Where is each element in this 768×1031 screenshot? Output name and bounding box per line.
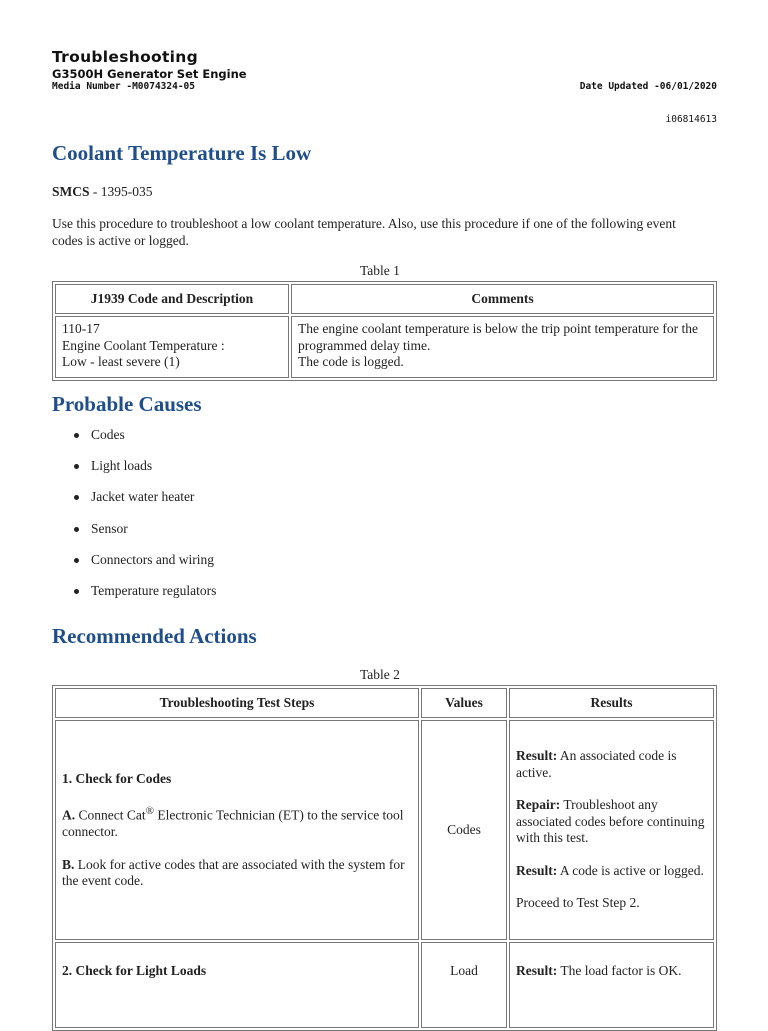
code-severity: Low - least severe (1) bbox=[62, 354, 180, 369]
page-title: Coolant Temperature Is Low bbox=[52, 141, 312, 165]
table-row bbox=[55, 316, 714, 378]
column-header: J1939 Code and Description bbox=[55, 284, 289, 314]
proceed-text: Proceed to Test Step 2. bbox=[516, 895, 640, 911]
smcs-label: SMCS bbox=[52, 184, 90, 199]
comment-logged: The code is logged. bbox=[298, 354, 404, 369]
media-number: Media Number -M0074324-05 bbox=[52, 81, 195, 92]
table-row bbox=[55, 942, 714, 1028]
column-header: Comments bbox=[291, 284, 714, 314]
step1-title: 1. Check for Codes bbox=[62, 770, 172, 786]
list-item: Light loads bbox=[91, 458, 216, 489]
step2-title: 2. Check for Light Loads bbox=[62, 963, 207, 978]
smcs-code: 1395-035 bbox=[100, 184, 153, 199]
engine-name: G3500H Generator Set Engine bbox=[52, 67, 247, 81]
table2-caption: Table 2 bbox=[360, 667, 400, 682]
registered-mark: ® bbox=[145, 805, 154, 817]
intro-paragraph: Use this procedure to troubleshoot a low coolant temperature. Also, use this procedure if one of the following event codes is active or logged. bbox=[52, 216, 676, 248]
bullet-icon bbox=[74, 464, 79, 469]
code-cell bbox=[55, 316, 289, 378]
step1-results: Result: An associated code is active. Repair: Troubleshoot any associated codes before continuing with this test. Result: A code is active or logged. Proceed to Test Step 2. bbox=[509, 720, 714, 940]
event-code-table bbox=[52, 281, 717, 381]
smcs-separator: - bbox=[89, 184, 101, 199]
step1-b: B. Look for active codes that are associated with the system for the event code. bbox=[62, 856, 405, 888]
table-header-row bbox=[55, 284, 714, 314]
column-header: Results bbox=[509, 688, 714, 718]
comment-cell bbox=[291, 316, 714, 378]
step2-value: Load bbox=[421, 942, 507, 1028]
table-header-row bbox=[55, 688, 714, 718]
bullet-icon bbox=[74, 433, 79, 438]
document-id: i06814613 bbox=[665, 114, 717, 125]
list-item: Jacket water heater bbox=[91, 489, 216, 520]
column-header: Troubleshooting Test Steps bbox=[55, 688, 419, 718]
code-value: 110-17 bbox=[62, 321, 100, 336]
bullet-icon bbox=[74, 527, 79, 532]
list-item: Sensor bbox=[91, 521, 216, 552]
bullet-icon bbox=[74, 558, 79, 563]
section-title: Troubleshooting bbox=[52, 48, 199, 66]
date-updated: Date Updated -06/01/2020 bbox=[579, 81, 717, 92]
smcs-line bbox=[52, 184, 153, 201]
bullet-icon bbox=[74, 589, 79, 594]
step2-results: Result: The load factor is OK. bbox=[509, 942, 714, 1028]
column-header: Values bbox=[421, 688, 507, 718]
step1-cell bbox=[55, 720, 419, 940]
list-item: Connectors and wiring bbox=[91, 552, 216, 583]
bullet-icon bbox=[74, 495, 79, 500]
table-row bbox=[55, 720, 714, 940]
table1-caption: Table 1 bbox=[360, 263, 400, 278]
test-steps-table bbox=[52, 685, 717, 1031]
step1-value: Codes bbox=[421, 720, 507, 940]
list-item: Codes bbox=[91, 427, 216, 458]
code-description: Engine Coolant Temperature : bbox=[62, 337, 225, 353]
step1-a: A. Connect Cat® Electronic Technician (ET) to the service tool connector. bbox=[62, 805, 404, 839]
list-item: Temperature regulators bbox=[91, 583, 216, 614]
comment-text: The engine coolant temperature is below the trip point temperature for the programmed delay time. bbox=[298, 321, 698, 353]
probable-causes-heading: Probable Causes bbox=[52, 392, 202, 416]
step2-cell bbox=[55, 942, 419, 1028]
causes-list bbox=[52, 427, 216, 614]
recommended-actions-heading: Recommended Actions bbox=[52, 624, 257, 648]
